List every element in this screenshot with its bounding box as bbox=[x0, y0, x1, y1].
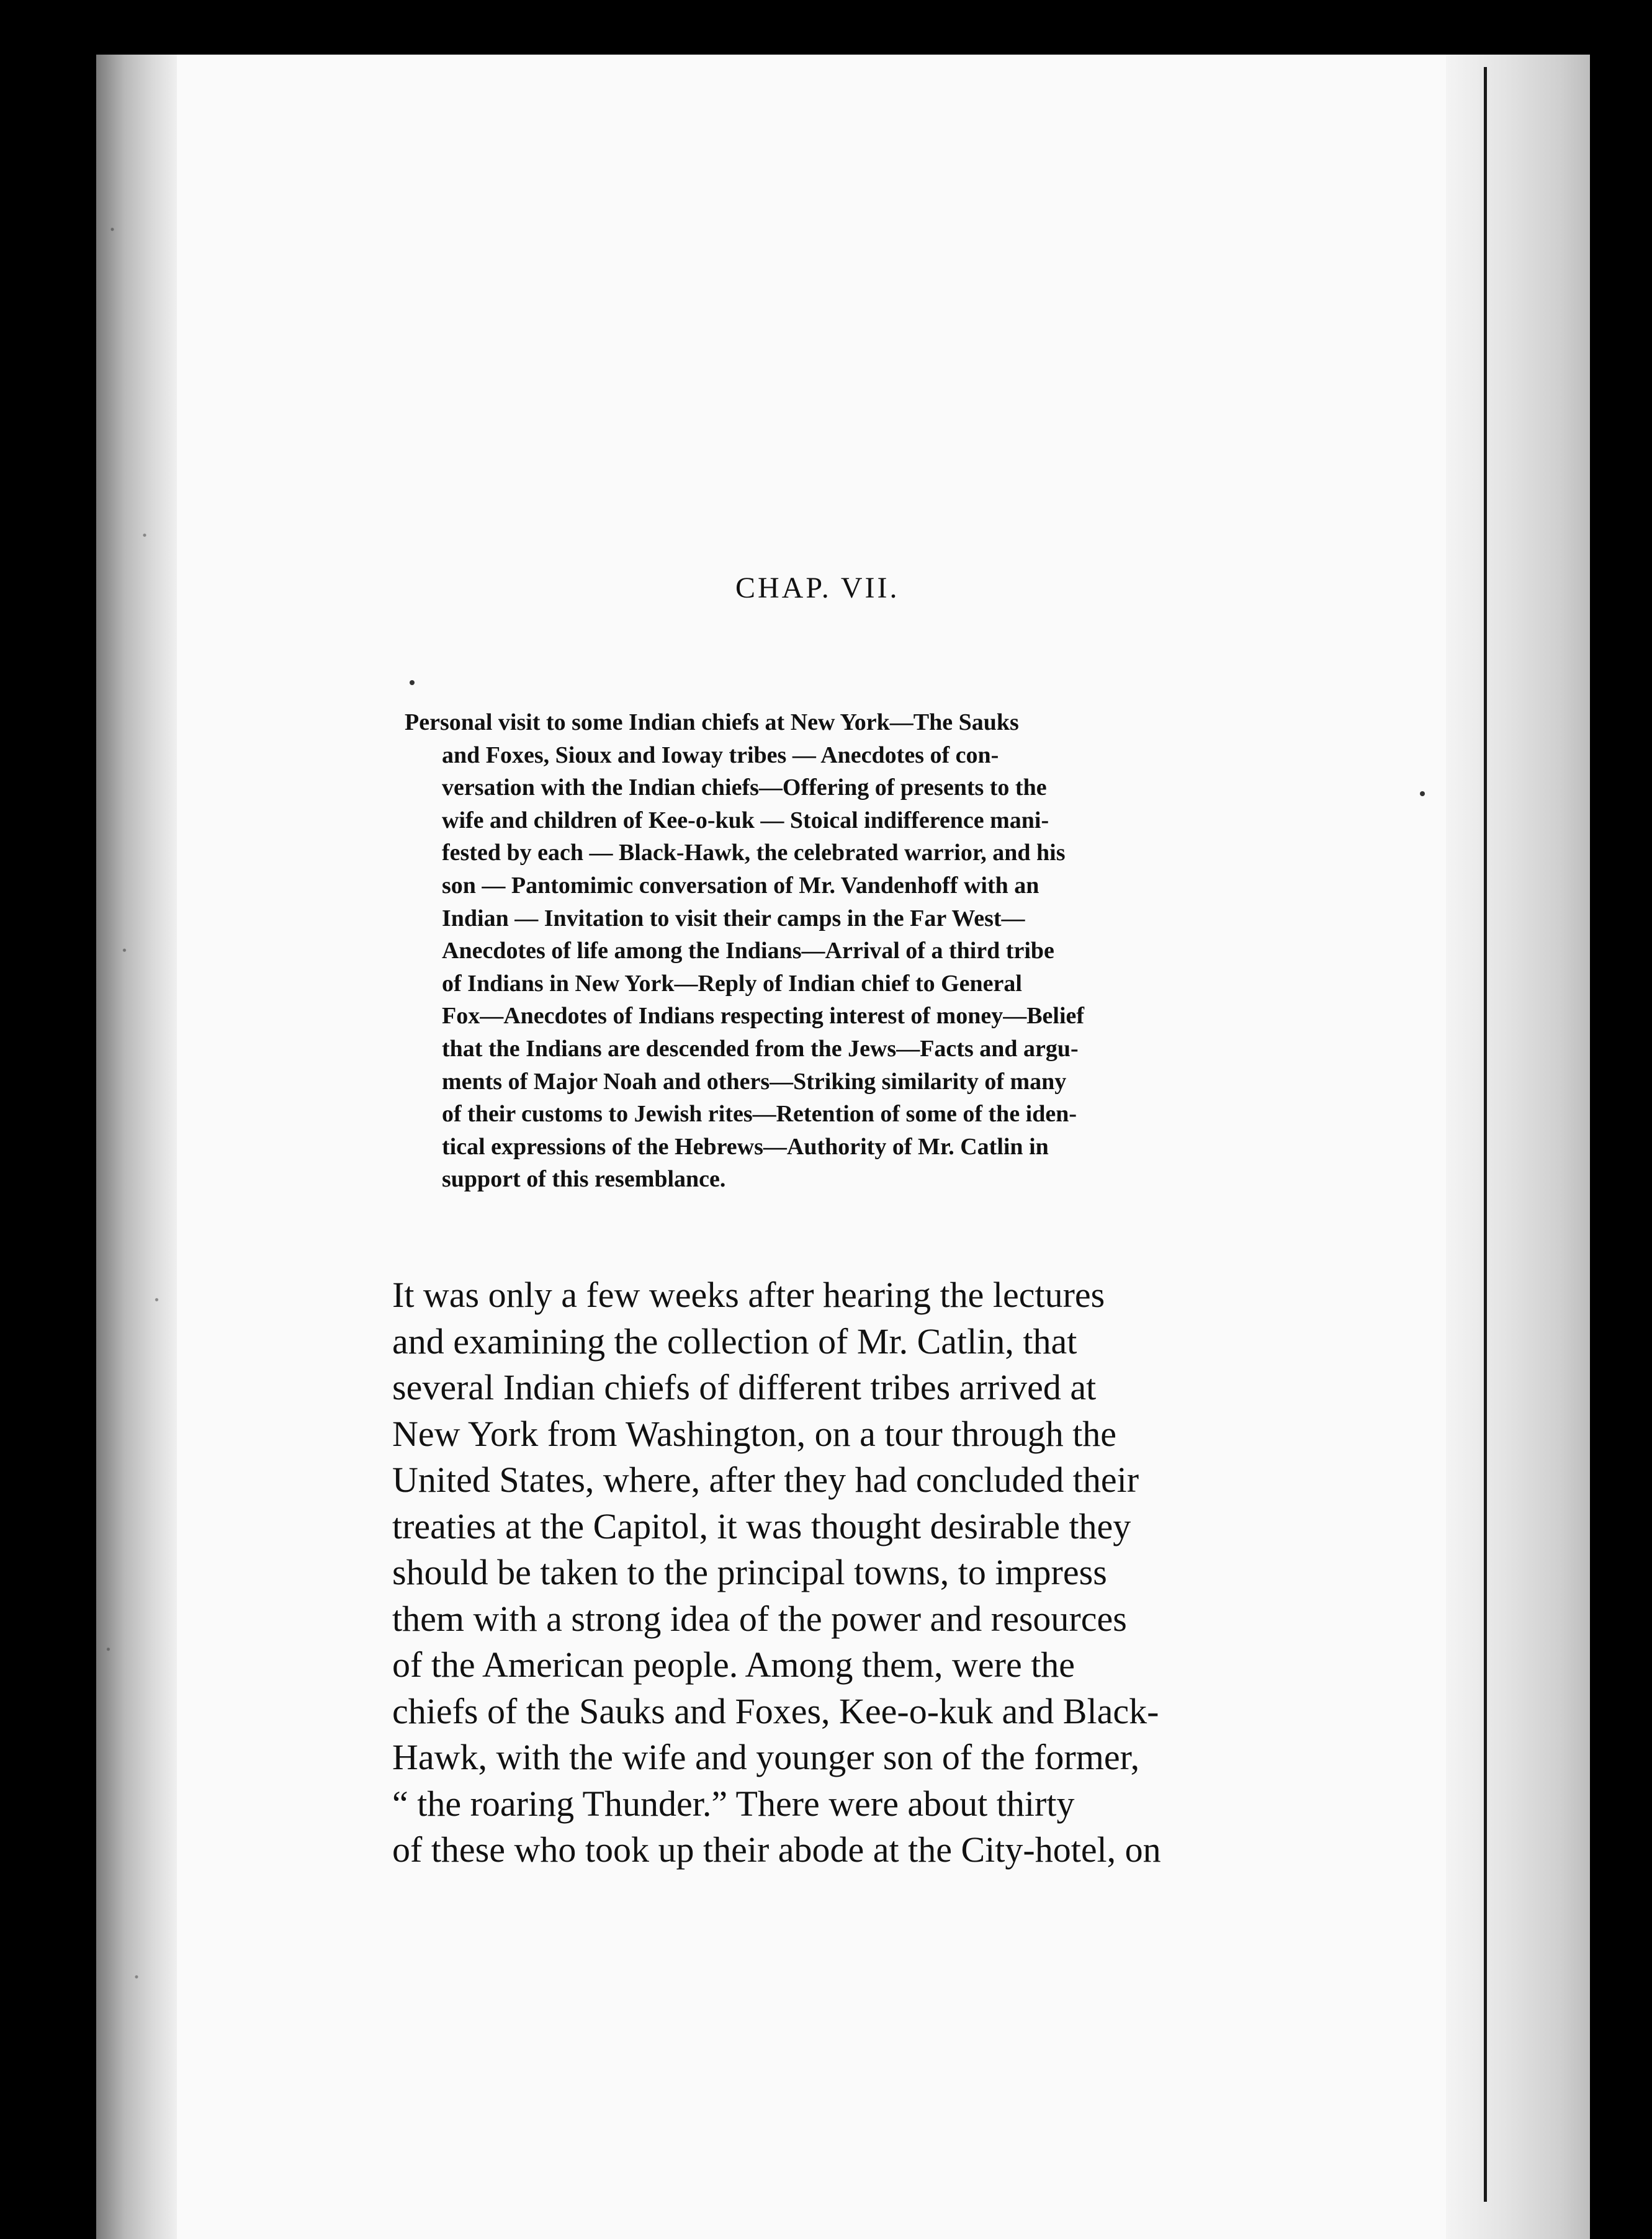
body-line: of these who took up their abode at the City-hotel, on bbox=[392, 1829, 1161, 1870]
page-fold-line bbox=[1484, 67, 1487, 2202]
page-gutter-speckle bbox=[96, 55, 177, 2239]
chapter-title: CHAP. VII. bbox=[735, 572, 900, 604]
body-paragraph bbox=[392, 1272, 1385, 1873]
body-line: of the American people. Among them, were the bbox=[392, 1644, 1075, 1685]
summary-line: that the Indians are descended from the Jews—Facts and argu- bbox=[442, 1035, 1079, 1062]
summary-line: fested by each — Black-Hawk, the celebrated warrior, and his bbox=[442, 840, 1066, 866]
scanner-top-border bbox=[0, 0, 1652, 55]
summary-line: of Indians in New York—Reply of Indian chief to General bbox=[442, 970, 1022, 997]
summary-line: Personal visit to some Indian chiefs at New York—The Sauks bbox=[405, 709, 1019, 735]
stray-mark bbox=[410, 680, 415, 685]
summary-line: tical expressions of the Hebrews—Authority of Mr. Catlin in bbox=[442, 1133, 1049, 1160]
summary-line: ments of Major Noah and others—Striking similarity of many bbox=[442, 1068, 1067, 1095]
body-line: “ the roaring Thunder.” There were about thirty bbox=[392, 1783, 1075, 1824]
summary-line: and Foxes, Sioux and Ioway tribes — Anecdotes of con- bbox=[442, 742, 999, 768]
scanner-left-border bbox=[0, 55, 96, 2239]
summary-line: of their customs to Jewish rites—Retention of some of the iden- bbox=[442, 1101, 1077, 1128]
summary-line: Indian — Invitation to visit their camps in the Far West— bbox=[442, 905, 1025, 931]
chapter-summary bbox=[405, 706, 1373, 1196]
summary-line: son — Pantomimic conversation of Mr. Vandenhoff with an bbox=[442, 872, 1039, 899]
body-line: chiefs of the Sauks and Foxes, Kee-o-kuk and Black- bbox=[392, 1690, 1159, 1731]
body-line: It was only a few weeks after hearing the lectures bbox=[392, 1275, 1105, 1315]
body-line: Hawk, with the wife and younger son of the former, bbox=[392, 1737, 1140, 1777]
summary-line: support of this resemblance. bbox=[442, 1166, 726, 1193]
body-line: United States, where, after they had concluded their bbox=[392, 1460, 1139, 1500]
body-line: several Indian chiefs of different tribes arrived at bbox=[392, 1367, 1097, 1407]
summary-line: wife and children of Kee-o-kuk — Stoical indifference mani- bbox=[442, 807, 1049, 833]
book-page bbox=[96, 55, 1590, 2239]
body-line: and examining the collection of Mr. Catlin, that bbox=[392, 1321, 1077, 1362]
stray-mark bbox=[1420, 791, 1425, 796]
body-line: New York from Washington, on a tour through the bbox=[392, 1413, 1117, 1454]
scanner-right-border bbox=[1590, 55, 1652, 2239]
body-line: treaties at the Capitol, it was thought desirable they bbox=[392, 1505, 1131, 1546]
summary-line: Fox—Anecdotes of Indians respecting interest of money—Belief bbox=[442, 1003, 1085, 1030]
summary-line: versation with the Indian chiefs—Offering of presents to the bbox=[442, 774, 1047, 801]
page-right-fold bbox=[1446, 55, 1590, 2239]
summary-line: Anecdotes of life among the Indians—Arrival of a third tribe bbox=[442, 938, 1054, 964]
body-line: should be taken to the principal towns, to impress bbox=[392, 1552, 1107, 1592]
body-line: them with a strong idea of the power and resources bbox=[392, 1598, 1127, 1639]
